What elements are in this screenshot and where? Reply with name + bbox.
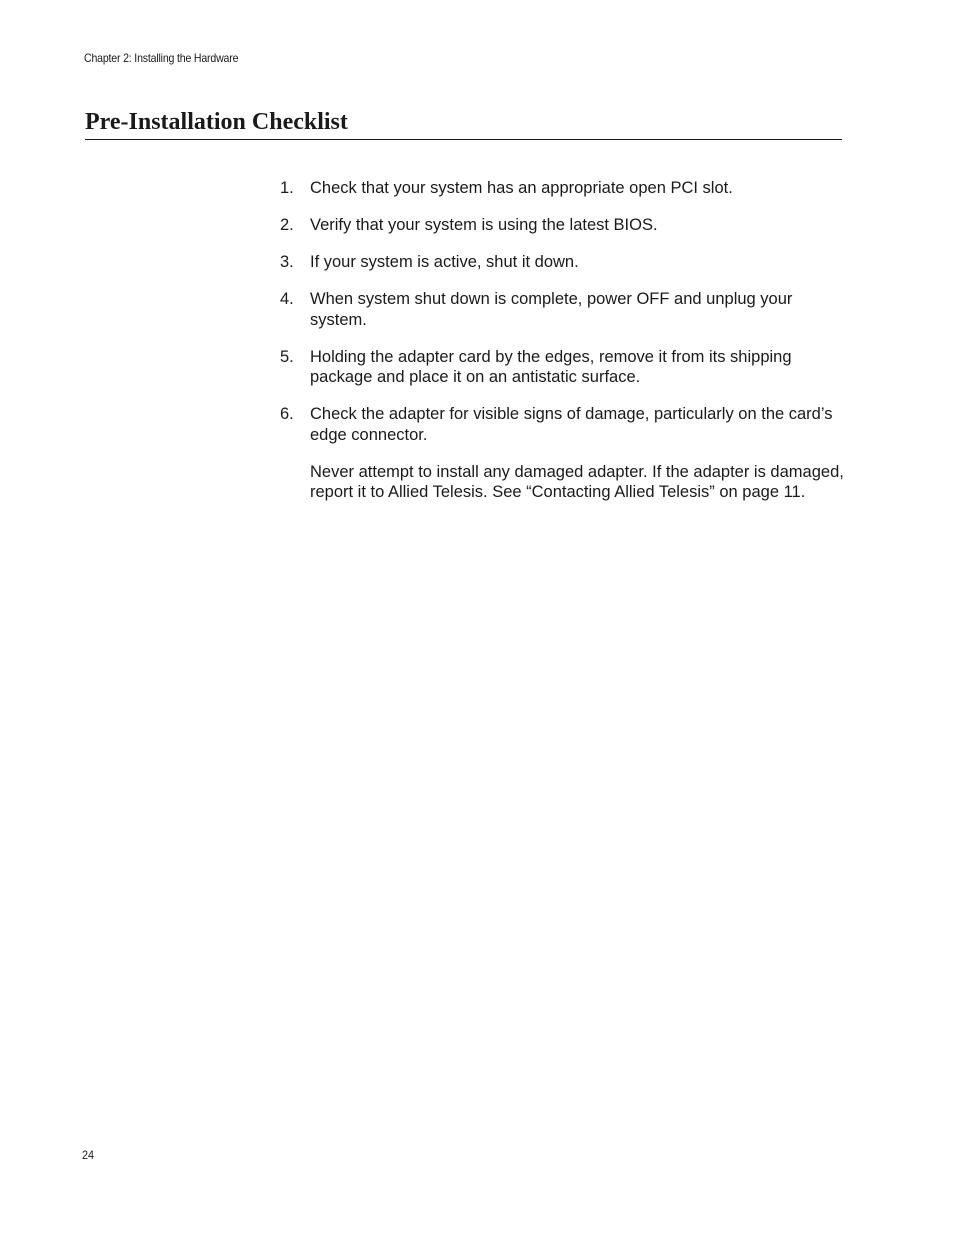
item-number: 5. [280,347,294,366]
damage-warning-note: Never attempt to install any damaged adapter. If the adapter is damaged, report it to Allied Telesis. See “Contacting Allied Telesis” on page 11. [310,462,844,501]
checklist-item [280,215,845,236]
checklist-item [280,252,845,273]
item-number: 4. [280,290,294,308]
item-text: Holding the adapter card by the edges, remove it from its shipping package and place it on an antistatic surface. [310,347,792,386]
item-number: 3. [280,253,294,271]
checklist-item [280,178,845,199]
item-text: If your system is active, shut it down. [310,253,579,271]
checklist-item [280,404,845,503]
page-number: 24 [82,1148,95,1162]
checklist [280,178,845,519]
title-rule [85,139,842,140]
item-text: When system shut down is complete, power OFF and unplug your system. [310,290,793,329]
checklist-item [280,289,845,330]
item-text: Check that your system has an appropriate open PCI slot. [310,179,733,197]
section-title: Pre-Installation Checklist [85,109,348,135]
item-number: 6. [280,405,294,423]
item-number: 1. [280,179,294,197]
item-text: Check the adapter for visible signs of damage, particularly on the card’s edge connector. [310,405,833,444]
running-header: Chapter 2: Installing the Hardware [84,51,239,65]
item-text: Verify that your system is using the latest BIOS. [310,216,658,234]
item-number: 2. [280,216,294,234]
checklist-item [280,347,845,388]
